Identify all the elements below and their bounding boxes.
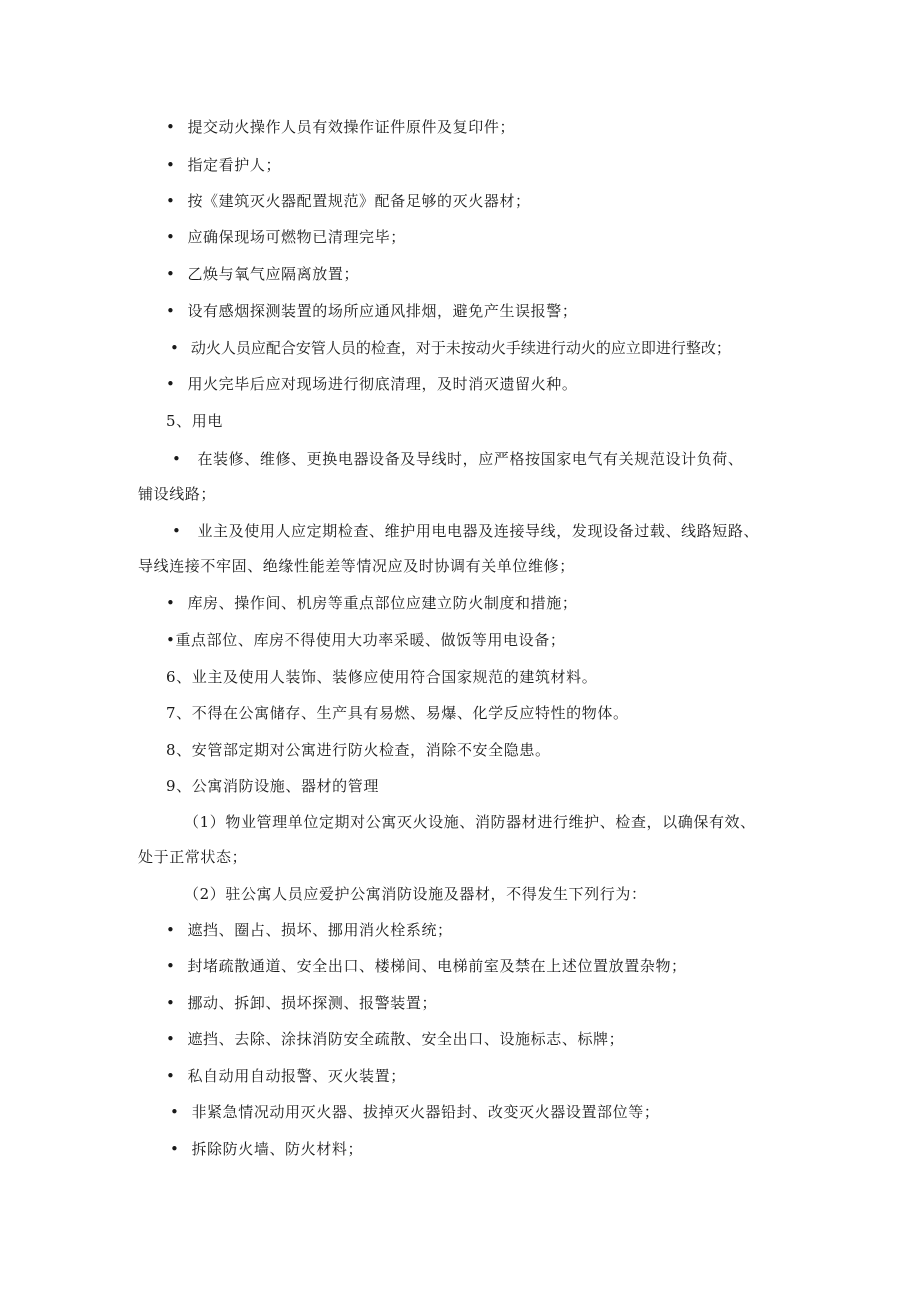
list-item-text: 按《建筑灭火器配置规范》配备足够的灭火器材；	[187, 192, 531, 210]
bullet: •	[166, 156, 176, 174]
list-item	[166, 993, 437, 1013]
list-item-continuation: 导线连接不牢固、绝缘性能差等情况应及时协调有关单位维修；	[138, 557, 575, 575]
list-item	[166, 593, 577, 613]
list-item-text: 库房、操作间、机房等重点部位应建立防火制度和措施；	[187, 594, 578, 612]
bullet: •	[166, 192, 176, 210]
list-item-text: 应确保现场可燃物已清理完毕；	[187, 228, 406, 246]
list-item-continuation: 铺设线路；	[138, 485, 217, 503]
list-item	[170, 1139, 363, 1159]
section-item: 6、业主及使用人装饰、装修应使用符合国家规范的建筑材料。	[166, 668, 598, 686]
list-item-text: 私自动用自动报警、灭火装置；	[187, 1067, 406, 1085]
bullet: •	[170, 339, 179, 357]
list-item	[166, 374, 577, 394]
list-item	[166, 155, 281, 175]
list-item	[166, 227, 406, 247]
list-item	[166, 630, 565, 650]
list-item-text: 动火人员应配合安管人员的检查，对于未按动火手续进行动火的应立即进行整改；	[190, 339, 731, 357]
list-item-text: 重点部位、库房不得使用大功率采暖、做饭等用电设备；	[175, 631, 566, 649]
list-item-text: 非紧急情况动用灭火器、拔掉灭火器铅封、改变灭火器设置部位等；	[191, 1103, 660, 1121]
list-item-text: 设有感烟探测装置的场所应通风排烟，避免产生误报警；	[187, 302, 578, 320]
bullet: •	[166, 265, 176, 283]
bullet: •	[166, 1030, 176, 1048]
list-item	[166, 301, 577, 321]
bullet: •	[172, 522, 182, 540]
list-item	[166, 264, 359, 284]
bullet: •	[166, 228, 176, 246]
bullet: •	[166, 957, 176, 975]
list-item	[166, 920, 453, 940]
list-item-text: 拆除防火墙、防火材料；	[191, 1140, 364, 1158]
list-item-text: 提交动火操作人员有效操作证件原件及复印件；	[187, 118, 516, 136]
section-item: 7、不得在公寓储存、生产具有易燃、易爆、化学反应特性的物体。	[166, 704, 629, 722]
list-item	[166, 1066, 406, 1086]
list-item	[166, 956, 687, 976]
list-item	[170, 338, 731, 358]
list-item	[166, 117, 515, 137]
list-item-text: 遮挡、去除、涂抹消防安全疏散、安全出口、设施标志、标牌；	[187, 1030, 625, 1048]
list-item	[170, 1102, 659, 1122]
list-item-text: 封堵疏散通道、安全出口、楼梯间、电梯前室及禁在上述位置放置杂物；	[187, 957, 687, 975]
section-heading: 5、用电	[166, 412, 223, 430]
list-item	[166, 191, 531, 211]
bullet: •	[166, 594, 176, 612]
list-item-text: 用火完毕后应对现场进行彻底清理，及时消灭遗留火种。	[187, 375, 578, 393]
sub-item-continuation: 处于正常状态；	[138, 848, 248, 866]
bullet: •	[166, 1067, 176, 1085]
list-item	[166, 1029, 624, 1049]
list-item-text: 指定看护人；	[187, 156, 282, 174]
list-item-text: 在装修、维修、更换电器设备及导线时，应严格按国家电气有关规范设计负荷、	[197, 450, 744, 468]
bullet: •	[170, 1140, 180, 1158]
list-item-text: 业主及使用人应定期检查、维护用电电器及连接导线，发现设备过载、线路短路、	[197, 522, 760, 540]
bullet: •	[166, 921, 176, 939]
list-item	[172, 521, 759, 541]
bullet: •	[166, 118, 176, 136]
bullet: •	[166, 994, 176, 1012]
sub-item: （1）物业管理单位定期对公寓灭火设施、消防器材进行维护、检查，以确保有效、	[184, 813, 756, 831]
list-item-text: 遮挡、圈占、损坏、挪用消火栓系统；	[187, 921, 453, 939]
bullet: •	[166, 302, 176, 320]
bullet: •	[172, 450, 182, 468]
section-item: 8、安管部定期对公寓进行防火检查，消除不安全隐患。	[166, 741, 551, 759]
bullet: •	[170, 1103, 180, 1121]
list-item-text: 挪动、拆卸、损坏探测、报警装置；	[187, 994, 438, 1012]
bullet: •	[166, 375, 176, 393]
sub-item: （2）驻公寓人员应爱护公寓消防设施及器材，不得发生下列行为：	[184, 885, 647, 903]
bullet: •	[166, 631, 176, 649]
list-item	[172, 449, 743, 469]
list-item-text: 乙焕与氧气应隔离放置；	[187, 265, 360, 283]
section-heading: 9、公寓消防设施、器材的管理	[166, 777, 379, 795]
